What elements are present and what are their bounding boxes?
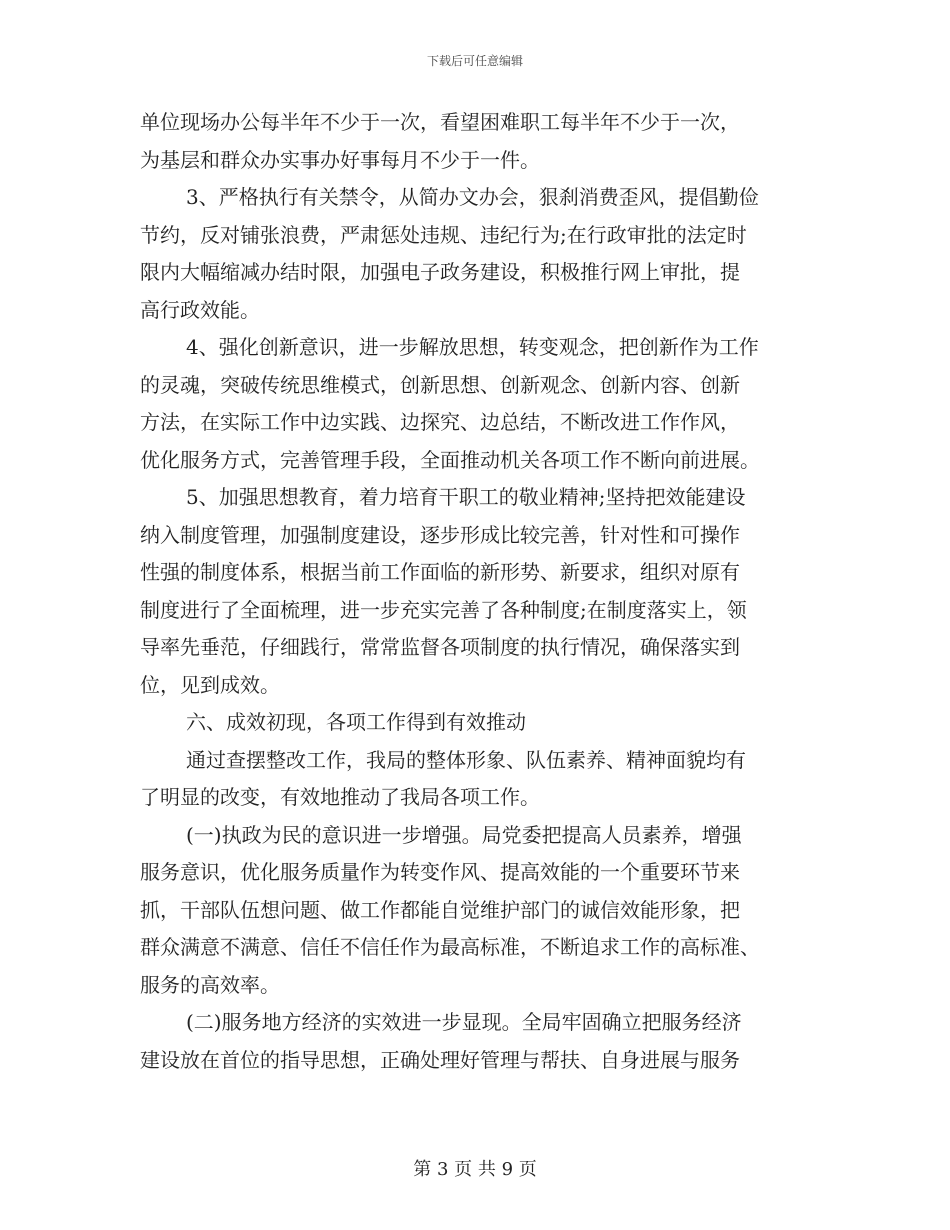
text-line: (二)服务地方经济的实效进一步显现。全局牢固确立把服务经济 xyxy=(186,1010,742,1034)
text-line: 建设放在首位的指导思想，正确处理好管理与帮扶、自身进展与服务 xyxy=(140,1047,740,1072)
text-line: 限内大幅缩减办结时限，加强电子政务建设，积极推行网上审批，提 xyxy=(140,260,740,284)
text-line: 5、加强思想教育，着力培育干职工的敬业精神;坚持把效能建设 xyxy=(186,485,746,509)
text-line: 群众满意不满意、信任不信任作为最高标准，不断追求工作的高标准、 xyxy=(140,935,760,959)
text-line: 抓，干部队伍想问题、做工作都能自觉维护部门的诚信效能形象，把 xyxy=(140,897,740,922)
text-line: 优化服务方式，完善管理手段，全面推动机关各项工作不断向前进展。 xyxy=(140,447,760,472)
text-line: 性强的制度体系，根据当前工作面临的新形势、新要求，组织对原有 xyxy=(140,560,740,584)
text-line: (一)执政为民的意识进一步增强。局党委把提高人员素养，增强 xyxy=(186,822,742,847)
text-line: 高行政效能。 xyxy=(140,297,260,322)
section-heading: 六、成效初现，各项工作得到有效推动 xyxy=(186,710,526,734)
text-line: 通过查摆整改工作，我局的整体形象、队伍素养、精神面貌均有 xyxy=(186,747,746,772)
text-line: 制度进行了全面梳理，进一步充实完善了各种制度;在制度落实上，领 xyxy=(140,597,747,622)
text-line: 了明显的改变，有效地推动了我局各项工作。 xyxy=(140,785,540,809)
text-line: 方法，在实际工作中边实践、边探究、边总结，不断改进工作作风， xyxy=(140,410,740,434)
text-line: 单位现场办公每半年不少于一次，看望困难职工每半年不少于一次， xyxy=(140,110,740,134)
text-line: 位，见到成效。 xyxy=(140,672,280,697)
text-line: 3、严格执行有关禁令，从简办文办会，狠刹消费歪风，提倡勤俭 xyxy=(186,185,759,209)
text-line: 纳入制度管理，加强制度建设，逐步形成比较完善，针对性和可操作 xyxy=(140,522,740,547)
document-body xyxy=(140,104,812,1079)
text-line: 服务的高效率。 xyxy=(140,972,280,997)
text-line: 导率先垂范，仔细践行，常常监督各项制度的执行情况，确保落实到 xyxy=(140,635,740,659)
page-header: 下载后可任意编辑 xyxy=(426,54,523,68)
page-number: 第 3 页 共 9 页 xyxy=(413,1159,537,1180)
text-line: 节约，反对铺张浪费，严肃惩处违规、违纪行为;在行政审批的法定时 xyxy=(140,222,747,247)
text-line: 服务意识，优化服务质量作为转变作风、提高效能的一个重要环节来 xyxy=(140,860,740,884)
text-line: 4、强化创新意识，进一步解放思想，转变观念，把创新作为工作 xyxy=(186,335,759,359)
text-line: 的灵魂，突破传统思维模式，创新思想、创新观念、创新内容、创新 xyxy=(140,372,740,397)
text-line: 为基层和群众办实事办好事每月不少于一件。 xyxy=(140,147,540,172)
